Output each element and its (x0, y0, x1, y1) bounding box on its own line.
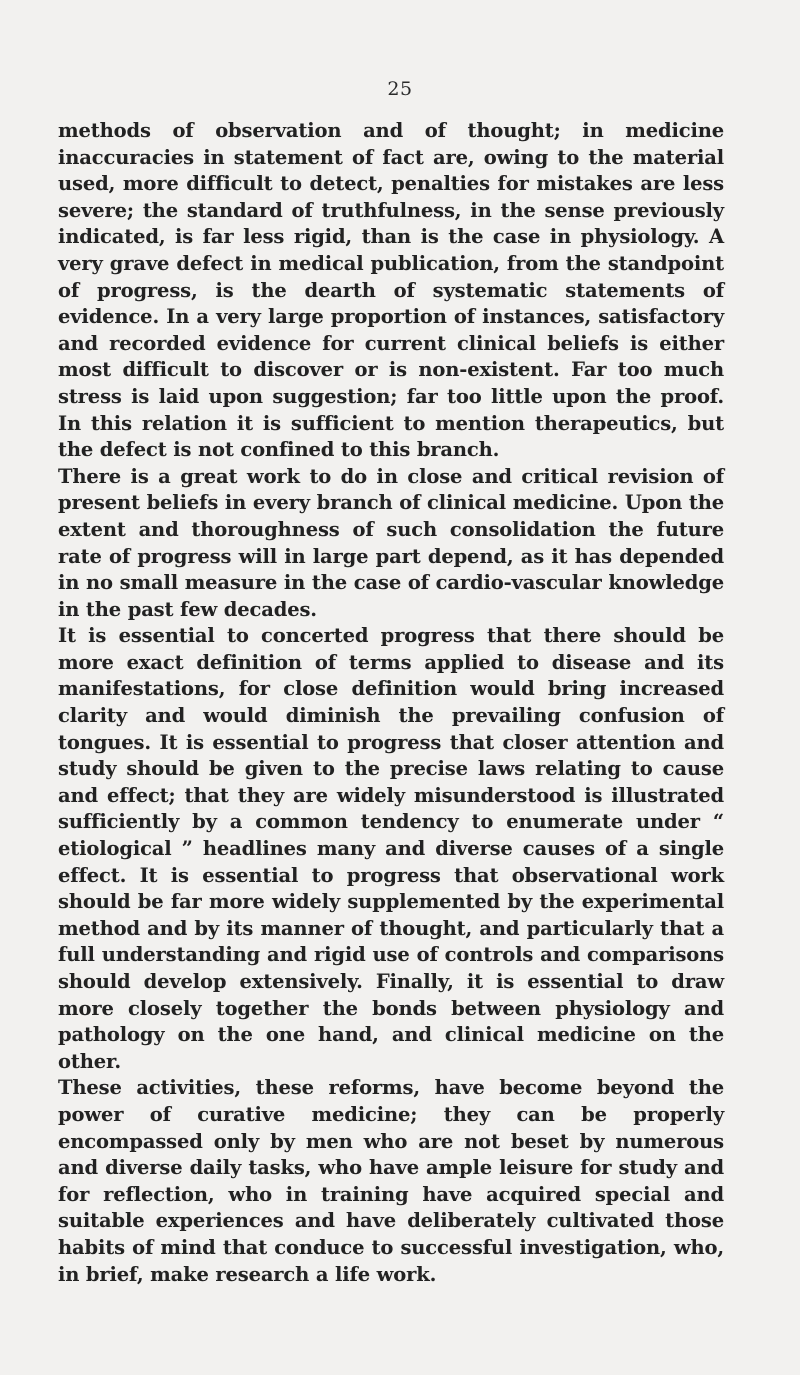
paragraph-2: There is a great work to do in close and critical revision of present beliefs in every branch of clinical medicine. Upon the extent and thoroughness of such consolidation the future rate of progress will in large part depend, as it has depended in no small measure in the case of cardio-vascular knowledge in the past few decades. (58, 464, 724, 621)
paragraph-4: These activities, these reforms, have become beyond the power of curative medicine; they can be properly encompassed only by men who are not beset by numerous and diverse daily tasks, who have ample leisure for study and for reflection, who in training have acquired special and suitable experiences and have deliberately cultivated those habits of mind that conduce to successful investigation, who, in brief, make research a life work. (58, 1076, 724, 1286)
paragraph-1: methods of observation and of thought; in medicine inaccuracies in statement of fact are, owing to the material used, more difficult to detect, penalties for mistakes are less severe; the standard of truthfulness, in the sense previously indicated, is far less rigid, than is the case in physiology. A very grave defect in medical publication, from the standpoint of progress, is the dearth of systematic statements of evidence. In a very large proportion of instances, satisfactory and recorded evidence for current clinical beliefs is either most difficult to discover or is non-existent. Far too much stress is laid upon suggestion; far too little upon the proof. In this relation it is sufficient to mention therapeutics, but the defect is not confined to this branch. (58, 119, 724, 462)
paragraph-3: It is essential to concerted progress that there should be more exact definition of terms applied to disease and its manifestations, for close definition would bring increased clarity and would diminish the prevailing confusion of tongues. It is essential to progress that closer attention and study should be given to the precise laws relating to cause and effect; that they are widely misunderstood is illustrated sufficiently by a common tendency to enumerate under “ etiological ” headlines many and diverse causes of a single effect. It is essential to progress that observational work should be far more widely supplemented by the experimental method and by its manner of thought, and particularly that a full understanding and rigid use of controls and comparisons should develop extensively. Finally, it is essential to draw more closely together the bonds between physiology and pathology on the one hand, and clinical medicine on the other. (58, 624, 724, 1073)
page-number: 25 (387, 78, 413, 100)
body-text (58, 118, 724, 1288)
